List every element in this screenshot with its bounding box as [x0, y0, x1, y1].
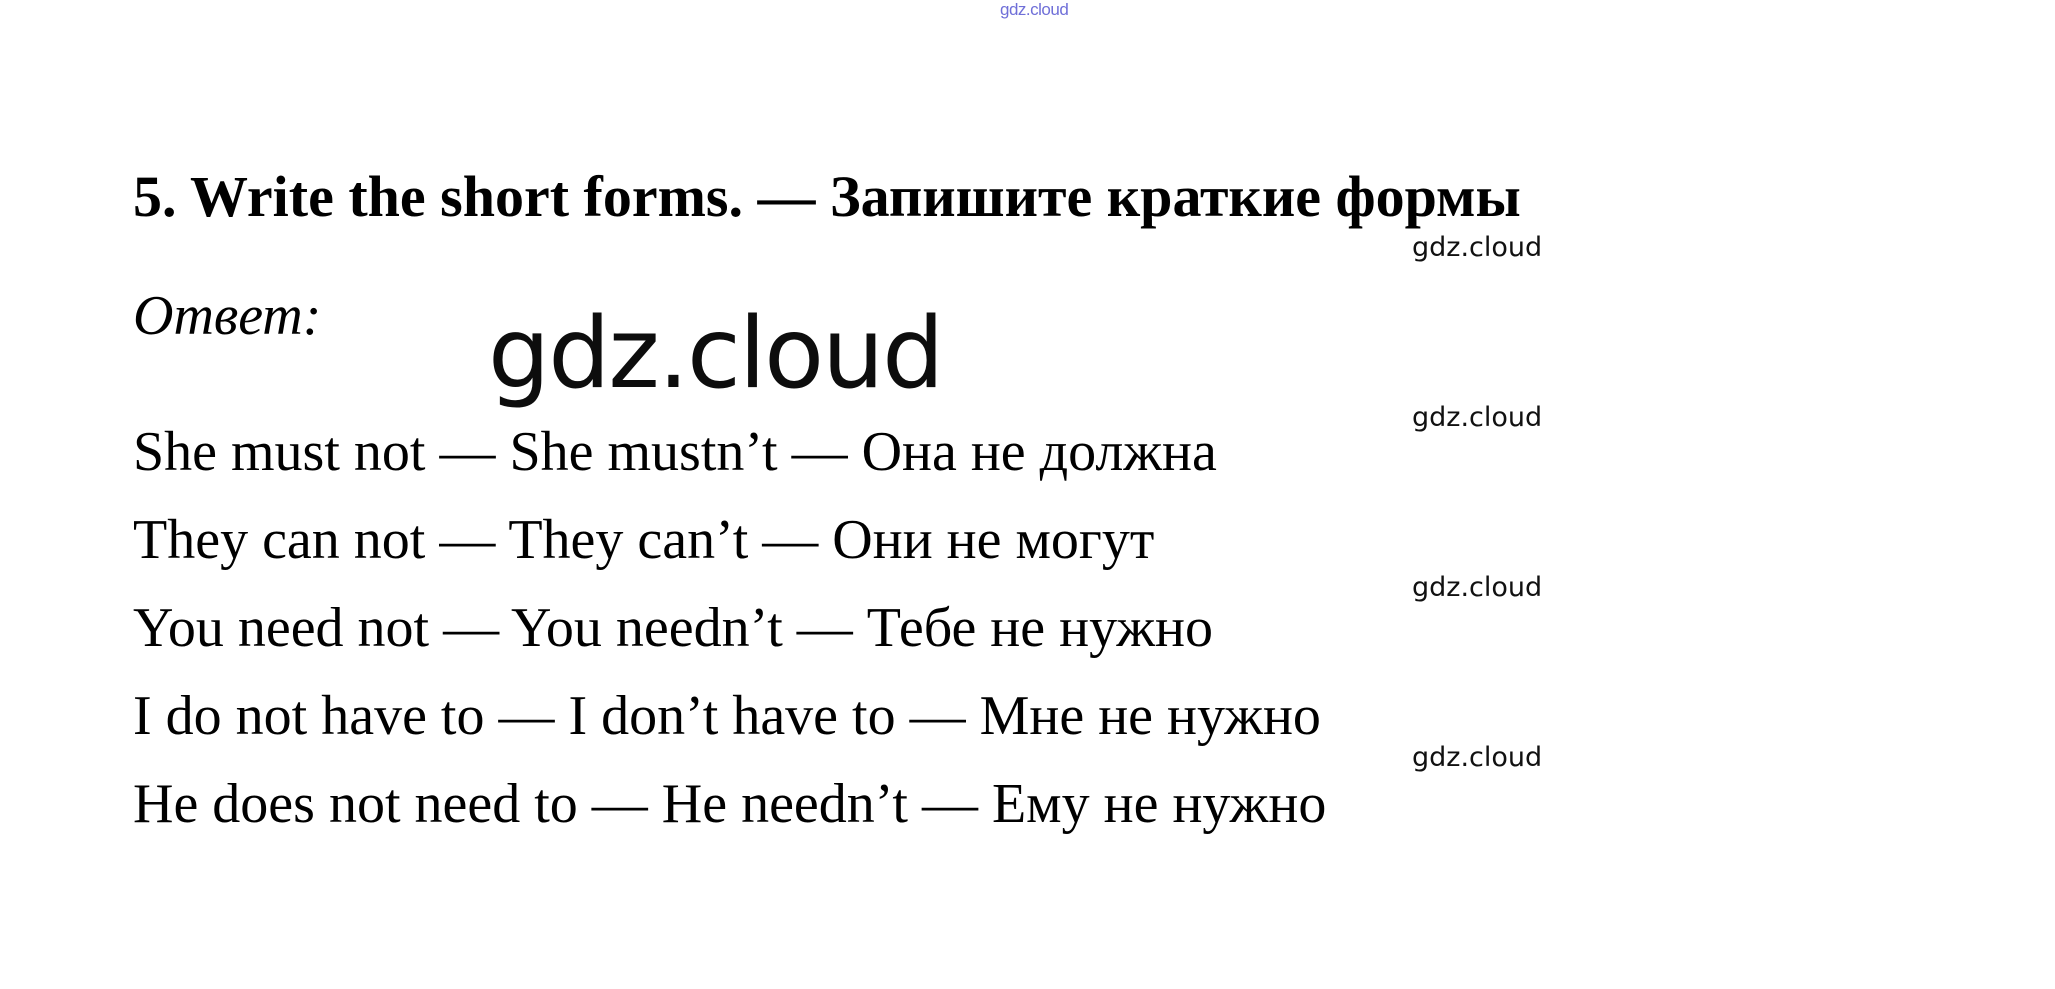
answer-line: He does not need to — He needn’t — Ему не нужно: [133, 773, 1327, 835]
watermark-small: gdz.cloud: [1412, 742, 1543, 773]
watermark-small: gdz.cloud: [1412, 232, 1543, 263]
answer-line: You need not — You needn’t — Тебе не нужно: [133, 597, 1214, 659]
answer-label: Ответ:: [133, 285, 322, 347]
answer-list: [133, 408, 1326, 848]
watermark-large: gdz.cloud: [488, 297, 943, 411]
watermark-small: gdz.cloud: [1412, 402, 1543, 433]
site-link[interactable]: gdz.cloud: [1000, 0, 1069, 19]
answer-line: She must not — She mustn’t — Она не должна: [133, 421, 1217, 483]
answer-line: I do not have to — I don’t have to — Мне не нужно: [133, 685, 1321, 747]
watermark-small: gdz.cloud: [1412, 572, 1543, 603]
exercise-title: 5. Write the short forms. — Запишите краткие формы: [133, 164, 1521, 229]
answer-line: They can not — They can’t — Они не могут: [133, 509, 1155, 571]
